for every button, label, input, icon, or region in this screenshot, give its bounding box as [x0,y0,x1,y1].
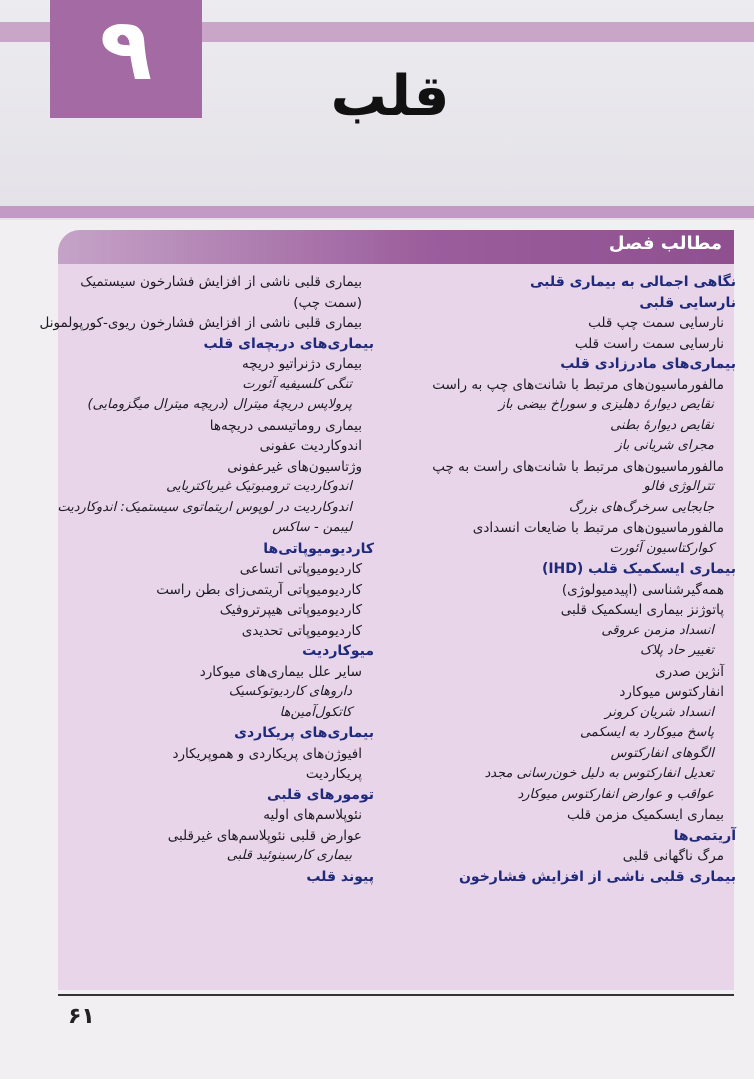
toc-section-heading: کاردیومیوپاتی‌ها [263,540,374,557]
toc-entry: تترالوژی فالو [643,479,714,494]
toc-entry: بیماری قلبی ناشی از افزایش فشارخون ریوی-کورپولمونل [39,315,362,331]
toc-entry: اندوکاردیت عفونی [259,438,362,454]
toc-entry: سایر علل بیماری‌های میوکارد [199,663,362,680]
toc-section-heading: بیماری‌های پریکاردی [234,725,374,741]
toc-entry: مالفورماسیون‌های مرتبط با شانت‌های چپ به راست [432,376,724,393]
toc-section-heading: بیماری قلبی ناشی از افزایش فشارخون [458,868,736,885]
toc-column-right [406,272,736,887]
toc-entry: بیماری ایسکمیک مزمن قلب [566,807,724,823]
toc-entry: تعدیل انفارکتوس به دلیل خون‌رسانی مجدد [484,766,714,781]
toc-entry: نارسایی سمت راست قلب [574,335,724,352]
toc-entry: اندوکاردیت ترومبوتیک غیرباکتریایی [166,479,352,494]
toc-entry: همه‌گیرشناسی (اپیدمیولوژی) [561,581,724,598]
toc-entry: کوارکتاسیون آئورت [609,540,714,556]
toc-entry: پاسخ میوکارد به ایسکمی [579,725,714,740]
toc-section-heading: پیوند قلب [306,868,374,885]
toc-entry: آنژین صدری [655,663,724,680]
toc-entry: افیوژن‌های پریکاردی و هموپریکارد [172,745,362,762]
toc-entry: عوارض قلبی نئوپلاسم‌های غیرقلبی [167,827,362,844]
toc-section-heading: تومورهای قلبی [267,786,374,803]
toc-entry: عواقب و عوارض انفارکتوس میوکارد [517,786,714,802]
toc-section-heading: میوکاردیت [302,643,374,659]
toc-entry: پرولاپس دریچهٔ میترال (دریچه میترال میگزومایی) [87,397,352,412]
toc-header [58,230,734,264]
toc-section-heading: نگاهی اجمالی به بیماری قلبی [530,274,736,290]
toc-entry: نارسایی سمت چپ قلب [588,315,724,331]
toc-section-heading: آریتمی‌ها [673,827,736,844]
toc-entry: وژتاسیون‌های غیرعفونی [227,458,362,475]
toc-entry: کاتکول‌آمین‌ها [279,704,352,720]
toc-entry: پریکاردیت [305,766,362,782]
toc-entry: داروهای کاردیوتوکسیک [228,684,352,699]
toc-entry: الگوهای انفارکتوس [610,745,714,761]
toc-section-heading: بیماری ایسکمیک قلب (IHD) [541,561,736,577]
toc-entry: کاردیومیوپاتی اتساعی [239,561,362,577]
toc-section-heading: بیماری‌های دریچه‌ای قلب [203,335,374,352]
footer-rule [58,994,734,996]
toc-entry: مالفورماسیون‌های مرتبط با ضایعات انسدادی [472,520,724,536]
toc-entry: مرگ ناگهانی قلبی [622,848,724,864]
toc-entry: بیماری قلبی ناشی از افزایش فشارخون سیستمیک (سمت چپ) [80,274,362,311]
toc-entry: پاتوژنز بیماری ایسکمیک قلبی [560,602,724,618]
toc-entry: مجرای شریانی باز [615,438,714,453]
toc-entry: مالفورماسیون‌های مرتبط با شانت‌های راست به چپ [432,458,724,475]
toc-entry: جابجایی سرخرگ‌های بزرگ [568,499,714,515]
toc-entry: بیماری کارسینوئید قلبی [226,848,352,863]
chapter-number-box [50,0,202,118]
header-stripe-bottom [0,206,754,218]
toc-entry: انسداد شریان کرونر [605,704,714,720]
toc-entry: تغییر حاد پلاک [640,643,714,658]
toc-entry: تنگی کلسیفیه آئورت [242,376,352,392]
toc-entry: نقایص دیوارهٔ دهلیزی و سوراخ بیضی باز [498,397,714,412]
toc-entry: بیماری دژنراتیو دریچه [242,356,362,372]
toc-entry: نقایص دیوارهٔ بطنی [610,417,714,433]
chapter-title: قلب [330,64,450,129]
toc-heading: مطالب فصل [608,233,722,254]
toc-section-heading: بیماری‌های مادرزادی قلب [560,356,736,372]
toc-column-left [39,272,374,887]
toc-entry: کاردیومیوپاتی آریتمی‌زای بطن راست [156,581,362,598]
toc-entry: انفارکتوس میوکارد [619,684,724,700]
toc-entry: کاردیومیوپاتی تحدیدی [241,622,362,639]
toc-entry: اندوکاردیت در لوپوس اریتماتوی سیستمیک: اندوکاردیت لیبمن - ساکس [57,499,352,535]
toc-entry: انسداد مزمن عروقی [601,622,714,638]
toc-entry: نئوپلاسم‌های اولیه [263,807,362,823]
page-number: ۶۱ [68,1004,95,1029]
chapter-number: ۹ [99,0,153,100]
toc-section-heading: نارسایی قلبی [639,294,736,311]
toc-entry: بیماری روماتیسمی دریچه‌ها [209,417,362,434]
toc-entry: کاردیومیوپاتی هیپرتروفیک [219,602,362,618]
